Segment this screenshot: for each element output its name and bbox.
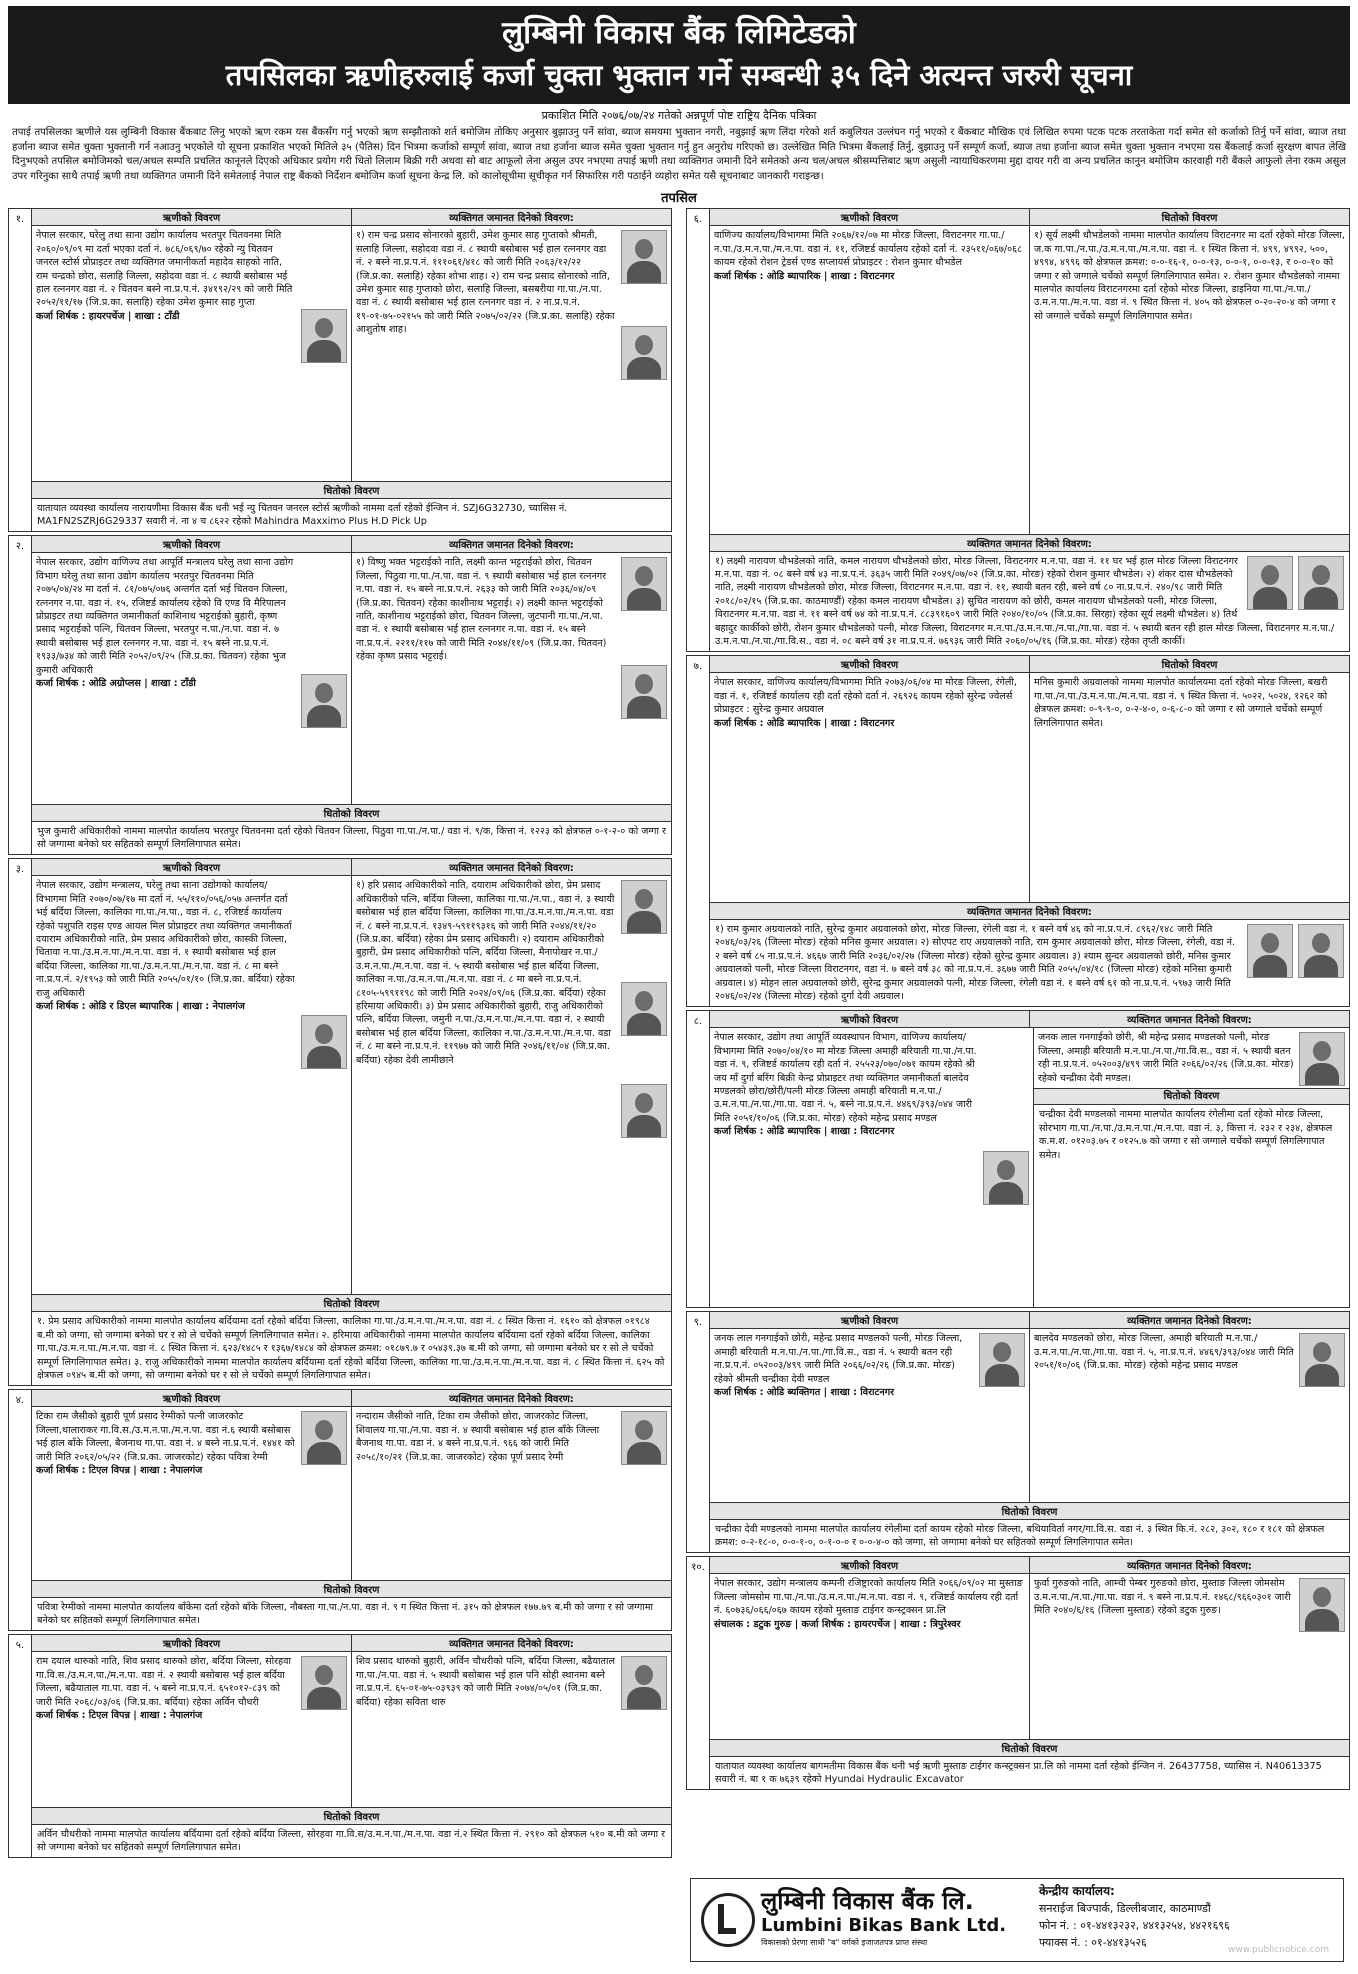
loan-info: कर्जा शिर्षक : ओडि ब्यापारिक | शाखा : विराटनगर [714, 1126, 895, 1138]
borrower-text: टिका राम जैसीको बुहारी पूर्ण प्रसाद रेग्मीको पत्नी जाजरकोट जिल्ला,थालाराकर गा.वि.स./उ.म.न.पा./म.न.पा. वडा नं.६ स्थायी बसोबास भई हाल बाँके जिल्ला, बैजनाथ गा.पा. वडा नं. ४ बस्ने ना.प्र.प.नं. १४४१ को जारी मिति २०६२/०५/२२ (जि.प्र.का. जाजरकोट) रहेका पवित्रा रेग्मी [36, 1411, 295, 1463]
borrower-text: जनक लाल गनगाईको छोरी, महेन्द्र प्रसाद मण्डलको पत्नी, मोरङ जिल्ला, अमाही बरियाती म.न.पा./न.पा./गा.वि.स., वडा नं. ५ स्थायी बतन रही ना.प्र.प.नं. ०५२००३/४९९ जारी मिति २०६६/०२/२६ (जि.प्र.का. मोरङ) रहेको श्रीमती चन्द्रीका देवी मण्डल [714, 1333, 963, 1385]
borrower-text: नेपाल सरकार, उद्योग वाणिज्य तथा आपूर्ति मन्त्रालय घरेलु तथा साना उद्योग विभाग घरेलु तथा साना उद्योग कार्यालय भरतपुर चितवनमा मिति २०७५/०४/२४ मा दर्ता नं. ८१/०७५/०७६ अन्तर्गत दर्ता भई चितवन जिल्ला, रत्ननगर न.पा. वडा नं. १५, रजिष्टर्ड कार्यालय रहेको वि एण्ड वि मैरिपालन प्रोप्राइटर तथा व्यक्तिगत जमानीकर्ता काशिनाथ भट्टराईको बुहारी, कृष्ण प्रसाद भट्टराईको पत्नि, चितवन जिल्ला, भरतपुर न.पा./न.पा. वडा नं. ७ स्थायी बसोबास भई हाल रत्ननगर न.पा. वडा नं. १५ बस्ने ना.प्र.प.नं. १९३३/७३४ को जारी मिति २०५२/०९/२५ (जि.प्र.का. चितवन) रहेका भुज कुमारी अधिकारी [36, 557, 294, 676]
borrower-header: ऋणीको विवरण [710, 1011, 1029, 1028]
guarantor-photo [621, 1084, 667, 1138]
schedule-heading: तपसिल [661, 191, 697, 207]
loan-info: कर्जा शिर्षक : ओडि ब्यापारिक | शाखा : विराटनगर [714, 270, 895, 282]
borrower-photo [983, 1151, 1029, 1205]
office-title: केन्द्रीय कार्यालय: [1039, 1884, 1115, 1898]
collateral-details: पवित्रा रेग्मीको नाममा मालपोत कार्यालय बाँकेमा दर्ता रहेको बाँके जिल्ला, नौबस्ता गा.पा./न.पा. वडा नं. ९ ग स्थित कित्ता नं. ३१५ को क्षेत्रफल १७७.७९ ब.मी को जग्गा र सो जग्गामा बनेको घर सहितको सम्पूर्ण लिगलिगापात समेत। [37, 1601, 653, 1626]
collateral-details: मनिस कुमारी अग्रवालको नाममा मालपोत कार्यालयमा दर्ता रहेको मोरङ जिल्ला, बखरी गा.पा./न.पा./उ.म.न.पा./म.न.पा. वडा नं. ९ स्थित कित्ता नं. ५०२२, ५०२४, १२६२ को क्षेत्रफल क्रमश: ०-९-९-०, ०-२-४-०, ०-६-८-० को जग्गा र सो जग्गाले चर्चेको सम्पूर्ण लिगलिगापात समेत। [1029, 673, 1349, 902]
collateral-header: धितोको विवरण [32, 1807, 671, 1825]
collateral-header: धितोको विवरण [1029, 209, 1349, 226]
publication-date: प्रकाशित मिति २०७६/०७/२४ गतेको अन्नपूर्ण पोष्ट राष्ट्रिय दैनिक पत्रिका [541, 109, 817, 122]
guarantor-details [710, 552, 1349, 652]
guarantor-text: जनक लाल गनगाईको छोरी, श्री महेन्द्र प्रसाद मण्डलको पत्नी, मोरङ जिल्ला, अमाही बरियाती म.न.पा./न.पा./गा.वि.स., वडा नं. ५ स्थायी बतन रही ना.प्र.प.नं. ०५२००३/४९९ जारी मिति २०६६/०२/२६ (जि.प्र.का. मोरङ) रहेको चन्द्रीका देवी मण्डल। [1038, 1032, 1294, 1084]
borrower-header: ऋणीको विवरण [32, 536, 351, 553]
loan-info: कर्जा शिर्षक : ओडि र डिएल ब्यापारिक | शाखा : नेपालगंज [36, 1001, 245, 1013]
office-phone: फोन नं. : ०१-४४१३२३२, ४४१३२५४, ४४२१६९६ [1039, 1919, 1230, 1932]
entry-4 [8, 1389, 672, 1631]
entry-7 [686, 655, 1350, 1007]
guarantor-header: व्यक्तिगत जमानत दिनेको विवरण: [710, 902, 1349, 920]
right-column [686, 208, 1350, 1861]
notice-banner [8, 6, 1350, 104]
borrower-text: नेपाल सरकार, घरेलु तथा साना उद्योग कार्यालय भरतपुर चितवनमा मिति २०६०/०९/०९ मा दर्ता भएका दर्ता नं. ७८६/०६९/७० रहेको न्यु चितवन जनरल स्टोर्स प्रोप्राइटर तथा व्यक्तिगत जमानीकर्ता महादेव साहको नाति, राम चन्द्रको छोरा, सलाहि जिल्ला, सहोदवा वडा नं. ८ स्थायी बसोबास भई हाल रत्ननगर वडा नं. २ चितवन बस्ने ना.प्र.प.नं. ३४१९२/२९ को जारी मिति २०५२/११/१७ (जि.प्र.का. सलाहि) रहेका उमेश कुमार साह गुप्ता [36, 230, 293, 309]
guarantor-header: व्यक्तिगत जमानत दिनेको विवरण: [351, 859, 671, 876]
guarantor-text: शिव प्रसाद थारुको बुहारी, अर्विन चौधरीको पत्नि, बर्दिया जिल्ला, बढैयाताल गा.पा./न.पा. वडा नं. ५ स्थायी बसोबास भई हाल पनि सोही स्थानमा बस्ने ना.प्र.प.नं. ६५-०१-७५-०३९३९ को जारी मिति २०७४/०५/०१ (जि.प्र.का. बर्दिया) रहेका सविता थारु [356, 1656, 615, 1708]
collateral-header: धितोको विवरण [32, 481, 671, 499]
borrower-header: ऋणीको विवरण [710, 656, 1029, 673]
borrower-text: नेपाल सरकार, उद्योग मन्त्रालय, घरेलु तथा साना उद्योगको कार्यालय/विभागमा मिति २०७०/०७/१७ मा दर्ता नं. ५५/११०/०५६/०५७ अन्तर्गत दर्ता भई बर्दिया जिल्ला, कालिका गा.पा./न.पा., वडा नं. ८, रजिष्टर्ड कार्यालय रहेको पशुपति राइस एण्ड आयल मिल प्रोप्राइटर तथा व्यक्तिगत जमानीकर्ता दयाराम अधिकारीको नाति, प्रेम प्रसाद अधिकारीको छोरा, कास्की जिल्ला, धितावा न.पा./उ.म.न.पा./म.न.पा. वडा नं. १ स्थायी बसोबास भई हाल बर्दिया जिल्ला, कालिका गा.पा./उ.म.न.पा./म.न.पा. वडा नं. ८ मा बस्ने ना.प्र.प.नं. २/१९५३ को जारी मिति २०५५/०१/१० (जि.प्र.का. बर्दिया) रहेका राजु अधिकारी [36, 880, 295, 999]
borrower-photo [301, 674, 347, 728]
bank-footer [690, 1878, 1344, 1962]
notice-page [8, 6, 1350, 1968]
guarantor-photo [621, 326, 667, 380]
entry-6 [686, 208, 1350, 652]
collateral-header: धितोको विवरण [32, 1294, 671, 1312]
guarantor-details [351, 876, 671, 1294]
collateral-header: धितोको विवरण [1034, 1088, 1349, 1105]
entry-9 [686, 1311, 1350, 1553]
guarantor-header: व्यक्तिगत जमानत दिनेको विवरण: [1029, 1557, 1349, 1574]
guarantor-header: व्यक्तिगत जमानत दिनेको विवरण: [1029, 1011, 1349, 1028]
borrower-header: ऋणीको विवरण [32, 859, 351, 876]
guarantor-details [351, 553, 671, 803]
guarantor-text: १) लक्ष्मी नारायण धौभडेलको नाति, कमल नारायण धौभडेलको छोरा, मोरङ जिल्ला, विराटनगर म.न.पा. वडा नं. ११ घर भई हाल मोरङ जिल्ला विराटनगर म.न.पा. वडा नं. ०८ बस्ने वर्ष ४३ ना.प्र.प.नं. ३६३५ जारी मिति २०४९/०७/०२ (जि.प्र.का. मोरङ) रहेको रोशन कुमार धौभडेल। २) शंकर दास धौभडेलको नाति, लक्ष्मी नारायण धौभडेलको छोरा, मोरङ जिल्ला, विराटनगर म.न.पा. वडा नं. ११, स्थायी बतन रही, बस्ने वर्ष ८० ना.प्र.प.नं. २४०/९८ जारी मिति २०१८/०२/१५ (जि.प्र.का. काठमाण्डौं) रहेका कमल नारायण धौभडेल। ३) सुचित नारायण को छोरी, कमल नारायण धौभडेलको पत्नी, मोरङ जिल्ला, विराटनगर म.न.पा. वडा नं. ११ बस्ने वर्ष ७४ को ना.प्र.प.नं. ८८३९१६०९ जारी मिति २०४०/१०/०५ (जि.प्र.का. सिरहा) रहेका सूर्य लक्ष्मी धौभडेल। ४) तिर्थ बहादुर कार्कीको छोरी, रोशन कुमार धौभडेलको पत्नी, मोरङ जिल्ला, विराटनगर म.न.पा./उ.म.न.पा./न.पा./गा.पा. वडा नं. ५ स्थायी बतन रही हाल मोरङ जिल्ला, विराटनगर म.न.पा./उ.म.न.पा./न.पा./गा.वि.स., वडा नं. ०८ बस्ने वर्ष ३१ ना.प्र.प.नं. ७६९३६ जारी मिति २०६०/०५/१६ (जि.प्र.का. मोरङ) रहेका तृप्ती कार्की। [715, 555, 1335, 647]
borrower-details [710, 673, 1029, 902]
collateral-header: धितोको विवरण [710, 1502, 1349, 1520]
entry-number: १. [9, 209, 32, 531]
guarantor-text: फुर्वा गुरुङको नाति, आम्ची पेम्बर गुरुङको छोरा, मुस्ताङ जिल्ला जोमसोम उ.म.न.पा./न.पा./गा.पा. वडा नं. ९ बस्ने ना.प्र.प.नं. १४६८/९६६०३०१ जारी मिति २०४०/६/१६ (जिल्ला मुस्ताङ) रहेको डटुक गुरुङ। [1034, 1578, 1291, 1617]
guarantor-photo [1299, 1578, 1345, 1632]
entry-3 [8, 858, 672, 1386]
guarantor-header: व्यक्तिगत जमानत दिनेको विवरण: [1029, 1312, 1349, 1329]
banner-title-line1: लुम्बिनी विकास बैंक लिमिटेडको [502, 15, 856, 51]
loan-info: कर्जा शिर्षक : टिएल विपन्न | शाखा : नेपालगंज [36, 1710, 203, 1721]
guarantor-photo [1298, 924, 1344, 978]
borrower-text: नेपाल सरकार, वाणिज्य कार्यालय/विभागमा मिति २०७३/०६/०४ मा मोरङ जिल्ला, रंगेली, वडा नं. १, रजिष्टर्ड कार्यालय रही दर्ता रहेको दर्ता नं. २६९२६ कायम रहेको सुरेन्द्र ज्वेलर्स प्रोप्राइटर : सुरेन्द्र कुमार अग्रवाल [714, 677, 1017, 716]
borrower-details [32, 553, 351, 803]
collateral-details: यातायात व्यवस्था कार्यालय नारायणीमा विकास बैंक धनी भई न्यु चितवन जनरल स्टोर्स ऋणीको नाममा दर्ता रहेको ईन्जिन नं. SZJ6G32730, च्यासिस नं. MA1FN2SZRJ6G29337 सवारी नं. ना ४ च ८६२२ रहेको Mahindra Maxximo Plus H.D Pick Up [37, 502, 568, 527]
collateral-header: धितोको विवरण [32, 804, 671, 822]
collateral-details: १) सूर्य लक्ष्मी धौभडेलको नाममा मालपोत कार्यालय विराटनगर मा दर्ता रहेको मोरङ जिल्ला, ज.क गा.पा./न.पा./उ.म.न.पा./म.न.पा. वडा नं. १ स्थित कित्ता नं. ४९९, ४९९२, ५००, ४९९४, ४९९६ को क्षेत्रफल क्रमश: ०-०-१६-१, ०-०-१३, ०-०-१, ०-०-१३, र ०-०-१० को जग्गा र सो जग्गाले चर्चेको सम्पूर्ण लिगलिगापात समेत। २. रोशन कुमार धौभडेलको नाममा मालपोत कार्यालय विराटनगरमा दर्ता रहेको मोरङ जिल्ला, डाइनिया गा.पा./न.पा./उ.म.न.पा./म.न.पा. वडा नं. ९ स्थित कित्ता नं. ४०५ को क्षेत्रफल ०-२०-२०-४ को जग्गा र सो जग्गाले चर्चेको सम्पूर्ण लिगलिगापात समेत। [1029, 226, 1349, 533]
bank-name-block [761, 1879, 1031, 1961]
loan-info: कर्जा शिर्षक : हायरपर्चेज | शाखा : टाँडी [36, 310, 180, 322]
borrower-text: वाणिज्य कार्यालय/विभागमा मिति २०६७/१२/०७ मा मोरङ जिल्ला, विराटनगर गा.पा./न.पा./उ.म.न.पा./म.न.पा. वडा नं. ११, रजिष्टर्ड कार्यालय रहेको दर्ता नं. २३५११/०६७/०६८ कायम रहेको रोशन ट्रेडर्स एण्ड सप्लायर्स प्रोप्राइटर : रोशन कुमार धौभडेल [714, 230, 1023, 269]
guarantor-photo [621, 665, 667, 719]
borrower-header: ऋणीको विवरण [32, 209, 351, 226]
guarantor-header: व्यक्तिगत जमानत दिनेको विवरण: [710, 534, 1349, 552]
borrower-header: ऋणीको विवरण [710, 1557, 1029, 1574]
collateral-details: अर्विन चौधरीको नाममा मालपोत कार्यालय बर्दियामा दर्ता रहेको बर्दिया जिल्ला, सोरहवा गा.वि.स/उ.म.न.पा./म.न.पा. वडा नं.२ स्थित कित्ता नं. २९१० को क्षेत्रफल ५१० ब.मी को जग्गा र सो जग्गामा बनेको घर सहितको सम्पूर्ण लिगलिगापात समेत। [37, 1828, 666, 1853]
guarantor-header: व्यक्तिगत जमानत दिनेको विवरण: [351, 1635, 671, 1652]
collateral-details: १. प्रेम प्रसाद अधिकारीको नाममा मालपोत कार्यालय बर्दियामा दर्ता रहेको बर्दिया जिल्ला, कालिका गा.पा./उ.म.न.पा./म.न.पा. वडा नं. ८ स्थित कित्ता नं. १६१० को क्षेत्रफल ०१९८४ ब.मी को जग्गा, सो जग्गामा बनेको घर र सो ले चर्चेको सम्पूर्ण लिगलिगापात समेत। २. हरिमाया अधिकारीको नाममा मालपोत कार्यालय बर्दियामा दर्ता रहेको बर्दिया जिल्ला, कालिका गा.पा./उ.म.न.पा./म.न.पा. वडा नं. ८ स्थित कित्ता नं. ६२३/१४८५ र १३६७/१४८४ को क्षेत्रफल क्रमश: ०१८७९.७ र ०५४३९.३७ ब.मी को जग्गा, सो जग्गामा बनेको घर र सो ले चर्चेको सम्पूर्ण लिगलिगापात समेत। ३. राजु अधिकारीको नाममा मालपोत कार्यालय बर्दियामा दर्ता रहेको बर्दिया जिल्ला, कालिका गा.पा./उ.म.न.पा./म.न.पा. वडा नं. ८ स्थित कित्ता नं. ६२५ को क्षेत्रफल ०९४५ ब.मी को जग्गा, सो जग्गामा बनेको घर र सो ले चर्चेको सम्पूर्ण लिगलिगापात समेत। [37, 1316, 665, 1381]
collateral-header: धितोको विवरण [32, 1580, 671, 1598]
entry-10 [686, 1556, 1350, 1790]
guarantor-photo [621, 880, 667, 934]
borrower-header: ऋणीको विवरण [710, 1312, 1029, 1329]
bank-name-nepali: लुम्बिनी विकास बैंक लि. [761, 1887, 974, 1915]
entry-number: १०. [687, 1557, 710, 1789]
borrower-photo [301, 1015, 347, 1069]
loan-info: कर्जा शिर्षक : ओडि अग्रोप्लस | शाखा : टाँडी [36, 678, 196, 690]
loan-info: कर्जा शिर्षक : ओडि ब्यक्तिगत | शाखा : विराटनगर [714, 1387, 895, 1398]
intro-paragraph: तपाई तपसिलका ऋणीले यस लुम्बिनी विकास बैंकबाट लिनु भएको ऋण रकम यस बैंकसँग गर्नु भएको ऋण सम्झौताको शर्त बमोजिम तोकिए अनुसार बुझाउनु पर्ने सांवा, ब्याज समयमा भुक्तान नगरी, नबुझाई ऋण लिंदा गरेको शर्त कबुलियत उल्लंघन गर्नु भएको र बैंकबाट मौखिक एवं लिखित रुपमा पटक पटक तरताकेता गर्दा समेत सो कर्जाको तिर्नु पर्ने सांवा, ब्याज तथा हर्जाना ब्याज समेत चुक्ता भुक्तानी गर्न नआउनु भएकोले यो सूचना प्रकाशित भएको मितिले ३५ (पैतिस) दिन भित्रमा कर्जाको सम्पूर्ण सांवा, ब्याज तथा हर्जाना ब्याज समेत चुक्ता भुक्तान गर्नु हुन अनुरोध गरिएको छ। उल्लेखित मिति भित्रमा बैंकलाई तिर्नु, बुझाउनु पर्ने सम्पूर्ण कर्जा, ब्याज तथा हर्जाना ब्याज समेत चुक्ता भुक्तान नभएमा यस बैंकलाई कर्जा सुरक्षण बापत लेखि दिनुभएको तपसिल बमोजिमको चल/अचल सम्पति प्रचलित कानूनले दिएको अधिकार प्रयोग गरी धितो लिलाम बिक्री गरी अथवा सो बाट आफूलो लेना असुल उपर नभएमा तपाई ऋणी तथा व्यक्तिगत जमानी दिने समेतको अन्य चल/अचल श्रीसम्पत्तिबाट ऋण असुली न्यायाधिकरणमा मुद्दा दायर गरी वा अन्य प्रचलित कानुन बमोजिम कारवाही गरी बैंकले आफुलो लेना रकम असुल उपर गरिनुका साथै तपाई ऋणी तथा व्यक्तिगत जमानी दिने समेतलाई नेपाल राष्ट्र बैंकको निर्देशन बमोजिम कर्जा सूचना केन्द्र लि. को कालोसूचीमा सूचीकृत गर्न सिफारिस गरी पठाईने व्यहोरा समेत यसै सूचनाबाट जानकारी गराइन्छ। [12, 127, 1346, 182]
borrower-header: ऋणीको विवरण [32, 1635, 351, 1652]
collateral-details: यातायात व्यवस्था कार्यालय बागमतीमा विकास बैंक धनी भई ऋणी मुस्ताङ टाईगर कन्स्ट्रक्सन प्रा.लि को नाममा दर्ता रहेको ईन्जिन नं. 26437758, च्यासिस नं. N40613375 सवारी नं. बा १ क ७६३९ रहेको Hyundai Hydraulic Excavator [715, 1760, 1322, 1785]
guarantor-details [710, 920, 1349, 1006]
entry-number: ५. [9, 1635, 32, 1857]
borrower-text: नेपाल सरकार, उद्योग तथा आपूर्ति व्यवस्थापन विभाग, वाणिज्य कार्यालय/विभागमा मिति २०७०/०४/१० मा मोरङ जिल्ला अमाही बरियाती गा.पा./न.पा. वडा नं. ९, रजिष्टर्ड कार्यालय रही दर्ता नं. २५५२३/०७०/०७१ कायम रहेको श्री जय माँ दुर्गा बरिंग बिक्री केन्द्र प्रोप्राइटर तथा व्यक्तिगत जमानीकर्ता बालदेव मण्डलको छोरा/छोरी/पत्नी मोरङ जिल्ला अमाही बरियाती म.न.पा./उ.म.न.पा./न.पा./गा.पा. वडा नं. ५, बस्ने ना.प्र.प.नं. ४४६९/३९३/०४४ जारी मिति २०५१/१०/०६ (जि.प्र.का. मोरङ) रहेको महेन्द्र प्रसाद मण्डल [714, 1032, 977, 1124]
entry-5 [8, 1634, 672, 1858]
schedule-columns [8, 208, 1350, 1861]
guarantor-photo [621, 230, 667, 284]
guarantor-photo [621, 557, 667, 611]
guarantor-text: १) राम कुमार अग्रवालको नाति, सुरेन्द्र कुमार अग्रवालको छोरा, मोरङ जिल्ला, रंगेली वडा नं. १ बस्ने वर्ष ४६ को ना.प्र.प.नं. ८९६२/१४८ जारी मिति २०४६/०३/२६ (जिल्ला मोरङ) रहेको मनिस कुमार अग्रवाल। २) सोएपट राए अग्रवालको नाति, राम कुमार अग्रवालको छोरा, मोरङ जिल्ला, रंगेली, वडा नं. २ बस्ने वर्ष ८५ ना.प्र.प.नं. ४६६७ जारी मिति २०३६/०२/२७ (जिल्ला मोरङ) रहेको सुरेन्द्र कुमार अग्रवाल। ३) श्याम सुन्दर अग्रवालको छोरी, मनिस कुमार अग्रवालको पत्नी, मोरङ जिल्ला विराटनगर, वडा नं. ७ बस्ने वर्ष ३८ को ना.प्र.प.नं. ३६७७ जारी मिति २०५५/०४/१८ (जिल्ला मोरङ) रहेको मनिसा कुमारी अग्रवाल। ४) मोहन लाल अग्रवालको छोरी, सुरेन्द्र कुमार अग्रवालको पत्नी, मोरङ जिल्ला, रंगेली वडा नं. १ बस्ने वर्ष ६१ को ना.प्र.प.नं. ५९७३ जारी मिति २०४६/०२/२४ (जिल्ला मोरङ) रहेको दुर्गा देवी अग्रवाल। [715, 923, 1236, 1002]
borrower-text: नेपाल सरकार, उद्योग मन्त्रालय कम्पनी रजिष्ट्रारको कार्यालय मिति २०६६/०९/०२ मा मुस्ताङ जिल्ला जोमसोम गा.पा./न.पा./उ.म.न.पा./म.न.पा. वडा नं. ९, रजिष्टर्ड कार्यालय रही दर्ता नं. ६०७३६/०६६/०६७ कायम रहेको मुस्ताङ टाईगर कन्स्ट्रक्सन प्रा.लि [714, 1578, 1023, 1617]
guarantor-header: व्यक्तिगत जमानत दिनेको विवरण: [351, 536, 671, 553]
guarantor-photo [1299, 1032, 1345, 1086]
bank-tagline: विकासको प्रेरणा साथी "ब" वर्गको इजाजतपत्र प्राप्त संस्था [761, 1938, 928, 1947]
borrower-photo [301, 1656, 347, 1710]
collateral-header: धितोको विवरण [1029, 656, 1349, 673]
office-fax: फ्याक्स नं. : ०१-४४१३५२६ [1039, 1936, 1147, 1949]
borrower-details [710, 1329, 1029, 1501]
guarantor-photo [621, 1411, 667, 1465]
bank-name-english: Lumbini Bikas Bank Ltd. [761, 1915, 1007, 1936]
guarantor-photo [1299, 1333, 1345, 1387]
borrower-photo [979, 1333, 1025, 1387]
entry-number: ९. [687, 1312, 710, 1552]
entry-number: ३. [9, 859, 32, 1385]
office-address: सनराईज बिज्पार्क, डिल्लीबजार, काठमाण्डौं [1039, 1902, 1211, 1915]
guarantor-header: व्यक्तिगत जमानत दिनेको विवरण: [351, 209, 671, 226]
guarantor-details [351, 1407, 671, 1579]
entry-number: ४. [9, 1390, 32, 1630]
left-column [8, 208, 672, 1861]
guarantor-photo [621, 1656, 667, 1710]
borrower-details [710, 1028, 1033, 1307]
borrower-photo [301, 1411, 347, 1465]
banner-title-line2: तपसिलका ऋणीहरुलाई कर्जा चुक्ता भुक्तान गर्ने सम्बन्धी ३५ दिने अत्यन्त जरुरी सूचना [225, 58, 1133, 92]
guarantor-photo [1247, 924, 1293, 978]
entry-number: ६. [687, 209, 710, 651]
guarantor-text: बालदेव मण्डलको छोरा, मोरङ जिल्ला, अमाही बरियाती म.न.पा./उ.म.न.पा./न.पा./गा.पा. वडा नं. ५, ना.प्र.प.नं. ४४६९/३९३/०४४ जारी मिति २०५१/१०/०६ (जि.प्र.का. मोरङ) रहेको महेन्द्र प्रसाद मण्डल [1034, 1333, 1294, 1372]
guarantor-photo [1298, 556, 1344, 610]
guarantor-text: १) हरि प्रसाद अधिकारीको नाति, दयाराम अधिकारीको छोरा, प्रेम प्रसाद अधिकारीको पत्नि, बर्दिया जिल्ला, कालिका गा.पा./न.पा., वडा नं. ३ स्थायी बसोबास भई हाल बर्दिया जिल्ला, कालिका गा.पा./उ.म.न.पा./म.न.पा. वडा नं. ८ बस्ने ना.प्र.प.नं. १३४९-५९११९३१६ को जारी मिति २०४४/११/२० (जि.प्र.का. बर्दिया) रहेका प्रेम प्रसाद अधिकारी। २) दयाराम अधिकारीको बुहारी, प्रेम प्रसाद अधिकारीको पत्नि, बर्दिया जिल्ला, मैनापोखर न.पा./उ.म.न.पा./म.न.पा. वडा नं. ५ स्थायी बसोबास भई हाल बर्दिया जिल्ला, कालिका न.पा./उ.म.न.पा./म.न.पा. वडा नं. ८ मा बस्ने ना.प्र.प.नं. ८१०५-५९९११९८ को जारी मिति २०२४/०९/०६ (जि.प्र.का. बर्दिया) रहेका हरिमाया अधिकारी। ३) प्रेम प्रसाद अधिकारीको बुहारी, राजु अधिकारीको पत्नि, बर्दिया जिल्ला, जमुनी न.पा./उ.म.न.पा./म.न.पा. वडा नं. २ स्थायी बसोबास भई हाल बर्दिया जिल्ला, कालिका न.पा./उ.म.न.पा./म.न.पा. वडा नं. ८ मा बस्ने ना.प्र.प.नं. ११९७७ को जारी मिति २०४६/११/०४ (जि.प्र.का. बर्दिया) रहेका देवी लामीछाने [356, 880, 615, 1066]
guarantor-text: नन्दाराम जैसीको नाति, टिका राम जैसीको छोरा, जाजरकोट जिल्ला, शिवालय गा.पा./न.पा. वडा नं. ४ स्थायी बसोबास भई हाल बाँके जिल्ला बैजनाथ गा.पा. वडा नं. ४ बस्ने ना.प्र.प.नं. ९६६ को जारी मिति २०५८/१०/२१ (जि.प्र.का. जाजरकोट) रहेका पूर्ण प्रसाद रेग्मी [356, 1411, 600, 1463]
guarantor-details [351, 226, 671, 480]
entry-1 [8, 208, 672, 532]
guarantor-details [351, 1652, 671, 1806]
watermark: www.publicnotice.com [1227, 1945, 1329, 1955]
collateral-details: चन्द्रीका देवी मण्डलको नाममा मालपोत कार्यालय रंगेलीमा दर्ता रहेको मोरङ जिल्ला, सोरभाग गा.पा./न.पा./उ.म.न.पा./म.न.पा. वडा नं. ३, कित्ता नं. २३२ र २३४, क्षेत्रफल क.म.श. ०१२०३.७५ र ०१२५.७ को जग्गा र सो जग्गाले चर्चेको सम्पूर्ण लिगलिगापात समेत। [1039, 1109, 1333, 1161]
borrower-header: ऋणीको विवरण [710, 209, 1029, 226]
borrower-details [32, 226, 351, 480]
collateral-details: चन्द्रीका देवी मण्डलको नाममा मालपोत कार्यालय रंगेलीमा दर्ता कायम रहेको मोरङ जिल्ला, बथियाविर्ता नगर/गा.वि.स. वडा नं. ३ स्थित कि.नं. २८२, ३०२, १८० र १८१ को क्षेत्रफल क्रमश: ०-२-१८-०, ०-०-१-०, ०-१-०-० र ०-०-४-० को जग्गा, सो जग्गामा बनेको घर सहितको सम्पूर्ण लिगलिगापात समेत। [715, 1523, 1325, 1548]
guarantor-header: व्यक्तिगत जमानत दिनेको विवरण: [351, 1390, 671, 1407]
collateral-header: धितोको विवरण [710, 1739, 1349, 1757]
loan-info: कर्जा शिर्षक : ओडि ब्यापारिक | शाखा : विराटनगर [714, 717, 895, 729]
guarantor-photo [1247, 556, 1293, 610]
borrower-details [32, 1407, 351, 1579]
guarantor-text: १) विष्णु भक्त भट्टराईको नाति, लक्ष्मी कान्त भट्टराईको छोरा, चितवन जिल्ला, पिठुवा गा.पा./न.पा. वडा नं. ९ स्थायी बसोबास भई हाल रत्ननगर न.पा. वडा नं. १५ बस्ने ना.प्र.प.नं. २६३३ को जारी मिति २०३६/०४/०९ (जि.प्र.का. चितवन) रहेका काशीनाथ भट्टराई। २) लक्ष्मी कान्त भट्टराईको नाति, काशीनाथ भट्टराईको छोरा, चितवन जिल्ला, जुटपानी गा.पा./न.पा. वडा नं. १ स्थायी बसोबास भई हाल रत्ननगर न.पा. वडा नं. १५ बस्ने ना.प्र.प.नं. २२११/११७ को जारी मिति २०४४/११/०९ (जि.प्र.का. चितवन) रहेका कृष्ण प्रसाद भट्टराई। [356, 557, 607, 663]
borrower-photo [301, 309, 347, 363]
entry-2 [8, 535, 672, 855]
guarantor-details [1029, 1329, 1349, 1501]
borrower-details [710, 1574, 1029, 1738]
entry-8 [686, 1010, 1350, 1308]
entry-number: २. [9, 536, 32, 854]
guarantor-details [1029, 1574, 1349, 1738]
entry-number: ८. [687, 1011, 710, 1307]
guarantor-photo [621, 982, 667, 1036]
borrower-details [32, 1652, 351, 1806]
borrower-details [32, 876, 351, 1294]
guarantor-details [1034, 1028, 1349, 1088]
borrower-text: राम दयाल थारुको नाति, शिव प्रसाद थारुको छोरा, बर्दिया जिल्ला, सोरहवा गा.वि.स./उ.म.न.पा./म.न.पा. वडा नं. २ स्थायी बसोबास भई हाल बर्दिया जिल्ला, बढैयाताल गा.पा. वडा नं. ५ बस्ने ना.प्र.प.नं. ६५१०१२-८३९ को जारी मिति २०६८/०३/०६ (जि.प्र.का. बर्दिया) रहेका अर्विन चौधरी [36, 1656, 291, 1708]
guarantor-column [1033, 1028, 1349, 1307]
loan-info: कर्जा शिर्षक : टिएल विपन्न | शाखा : नेपालगंज [36, 1465, 203, 1476]
entry-number: ७. [687, 656, 710, 1006]
borrower-details [710, 226, 1029, 533]
guarantor-text: १) राम चन्द्र प्रसाद सोनारको बुहारी, उमेश कुमार साह गुप्ताको श्रीमती, सलाहि जिल्ला, सहोदवा वडा नं. ८ स्थायी बसोबास भई हाल रत्ननगर वडा नं. २ बस्ने ना.प्र.प.नं. १११०६१/४१८ को जारी मिति २०६३/१२/२२ (जि.प्र.का. सलाहि) रहेका शोभा शाह। २) राम चन्द्र प्रसाद सोनारको नाति, उमेश कुमार साह गुप्ताको छोरा, सलाहि जिल्ला, बसबरीया गा.पा./न.पा. वडा नं. ८ स्थायी बसोबास भई हाल रत्ननगर वडा नं. २ ना.प्र.प.नं. १९-०१-७५-०२१५५ को जारी मिति २०७५/०२/२२ (जि.प्र.का. सलाहि) रहेका आशुतोष शाह। [356, 230, 615, 336]
borrower-header: ऋणीको विवरण [32, 1390, 351, 1407]
loan-info: संचालक : डटुक गुरुङ | कर्जा शिर्षक : हायरपर्चेज | शाखा : त्रिपुरेश्वर [714, 1618, 961, 1630]
bank-logo-icon [701, 1893, 755, 1947]
collateral-details: भुज कुमारी अधिकारीको नाममा मालपोत कार्यालय भरतपुर चितवनमा दर्ता रहेको चितवन जिल्ला, पिठुवा गा.पा./न.पा./ वडा नं. ९/क, कित्ता नं. १२२३ को क्षेत्रफल ०-१-२-० को जग्गा र सो जग्गामा बनेको घर सहितको सम्पूर्ण लिगलिगापात समेत। [37, 825, 666, 850]
